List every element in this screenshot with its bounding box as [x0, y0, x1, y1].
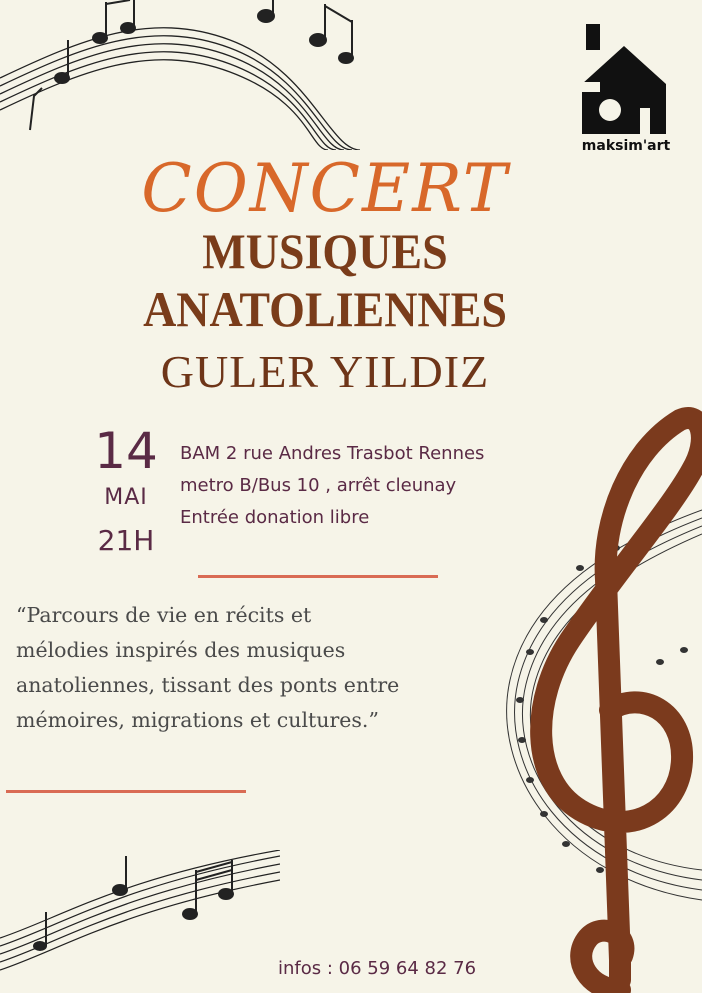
- quote-line-3: anatoliennes, tissant des ponts entre: [16, 673, 400, 697]
- quote-line-2: mélodies inspirés des musiques: [16, 638, 346, 662]
- title-line-2: ANATOLIENNES: [143, 281, 507, 337]
- venue-entry: Entrée donation libre: [180, 507, 370, 528]
- quote-line-4: mémoires, migrations et cultures.”: [16, 708, 379, 732]
- divider-rule-bottom: [6, 790, 246, 793]
- quote-line-1: “Parcours de vie en récits et: [16, 603, 312, 627]
- date-month: MAI: [104, 485, 148, 510]
- music-staff-bottom-left-icon: [0, 850, 280, 980]
- description-quote: [16, 598, 476, 738]
- divider-rule-top: [198, 575, 438, 578]
- treble-clef-icon: [470, 400, 702, 993]
- logo-name: maksim'art: [581, 138, 671, 154]
- contact-infos: infos : 06 59 64 82 76: [278, 958, 477, 979]
- venue-address: BAM 2 rue Andres Trasbot Rennes: [180, 443, 485, 464]
- artist-name: GULER YILDIZ: [160, 346, 490, 397]
- date-day: 14: [94, 422, 158, 480]
- title-line-1: MUSIQUES: [202, 223, 448, 279]
- music-staff-top-left-icon: [0, 0, 380, 150]
- venue-transport: metro B/Bus 10 , arrêt cleunay: [180, 475, 457, 496]
- concert-title: CONCERT: [141, 150, 509, 227]
- date-time: 21H: [97, 524, 155, 557]
